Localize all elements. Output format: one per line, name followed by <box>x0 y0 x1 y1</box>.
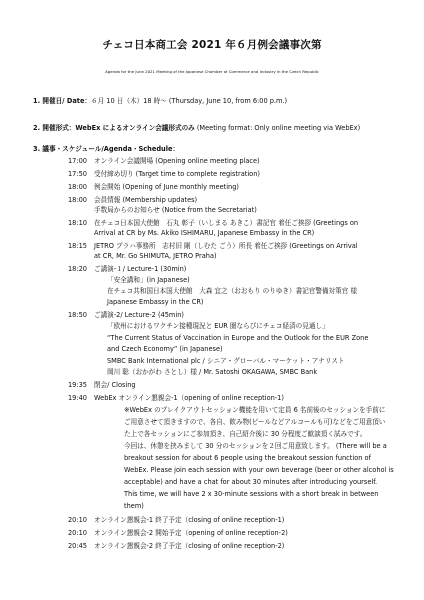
section-format-text: (Meeting format: Only online meeting via WebEx) <box>194 124 361 132</box>
section-date <box>33 97 287 105</box>
schedule-time: 20:10 <box>67 529 87 537</box>
reception-line: WebEx. Please join each session with your own beverage (beer or other alcohol is <box>124 466 394 474</box>
reception-line: them) <box>124 502 144 510</box>
schedule-time: 18:00 <box>67 196 87 204</box>
reception-line: 今回は、休憩を挟みまして 30 分のセッションを２回ご用意致します。 (There will be a <box>124 442 387 450</box>
schedule-time: 18:00 <box>67 183 87 191</box>
section-format-label: 2. 開催形式：WebEx によるオンライン会議形式のみ <box>33 124 195 132</box>
section-format <box>33 124 360 132</box>
lecture1-line: 在チェコ共和国日本国大使館 大森 宜之（おおもり のりゆき）書記官警備対策官 様 <box>107 287 358 295</box>
schedule-item: 例会開始 (Opening of June monthly meeting) <box>94 183 239 191</box>
schedule-time: 19:40 <box>67 394 87 402</box>
schedule-time: 17:50 <box>67 170 87 178</box>
reception-line: ※WebEx のブレイクアウトセッション機能を用いて定員 6 名前後のセッションを手前に <box>124 406 386 414</box>
reception-line: This time, we will have 2 x 30-minute sessions with a short break in between <box>124 490 379 498</box>
schedule-time: 18:15 <box>67 242 87 250</box>
section-agenda-heading: 3. 議事・スケジュール/Agenda・Schedule： <box>33 145 180 153</box>
schedule-time: 20:45 <box>67 542 87 550</box>
schedule-item: ご講演-2/ Lecture-2 (45min) <box>94 311 184 319</box>
reception-line: た上で各セッションにご参加頂き、自己紹介後に 30 分程度ご歓談頂く試みです。 <box>124 430 367 438</box>
schedule-time: 20:10 <box>67 516 87 524</box>
schedule-time: 18:20 <box>67 265 87 273</box>
schedule-time: 17:00 <box>67 157 87 165</box>
document-title: チェコ日本商工会 2021 年６月例会議事次第 <box>102 39 322 51</box>
schedule-item: 在チェコ日本国大使館 石丸 彰子（いしまる あきこ）書記官 着任ご挨拶 (Greetings on <box>94 219 359 227</box>
schedule-time: 18:50 <box>67 311 87 319</box>
section-date-text: ６月 10 日（木）18 時～ (Thursday, June 10, from 6:00 p.m.) <box>91 97 288 105</box>
lecture1-line: 「安全講和」(in Japanese) <box>107 276 190 284</box>
schedule-item: オンライン懇親会-2 終了予定（closing of online reception-2) <box>94 542 285 550</box>
reception-line: ご用意させて頂きますので、各自、飲み物(ビールなどアルコールも可)などをご用意頂い <box>124 418 386 426</box>
lecture2-line: and Czech Economy” (in Japanese) <box>107 345 223 353</box>
schedule-item-cont: 手数局からのお知らせ (Notice from the Secretariat) <box>94 206 257 214</box>
schedule-item: 受付締め切り (Target time to complete registration) <box>94 170 260 178</box>
schedule-item: 会員情報 (Membership updates) <box>94 196 198 204</box>
reception-line: acceptable) and have a chat for about 30 minutes after introducing yourself. <box>124 478 378 486</box>
lecture1-line: Japanese Embassy in the CR) <box>107 298 204 306</box>
section-date-label: 1. 開催日/ Date： <box>33 97 92 105</box>
schedule-time: 18:10 <box>67 219 87 227</box>
lecture2-line: SMBC Bank International plc / シニア・グローバル・マーケット・アナリスト <box>107 357 345 365</box>
schedule-item-cont: at CR, Mr. Go SHIMUTA, JETRO Praha) <box>94 252 217 260</box>
lecture2-line: “The Current Status of Vaccination in Europe and the Outlook for the EUR Zone <box>107 334 369 342</box>
schedule-item: オンライン会議開場 (Opening online meeting place) <box>94 157 260 165</box>
schedule-item: オンライン懇親会-2 開始予定（opening of online reception-2) <box>94 529 288 537</box>
schedule-item: ご講演-１/ Lecture-1 (30min) <box>94 265 187 273</box>
schedule-time: 19:35 <box>67 381 87 389</box>
lecture2-line: 「欧州におけるワクチン接種現況と EUR 圏ならびにチェコ経済の見通し」 <box>107 322 329 330</box>
schedule-item: 閉会/ Closing <box>94 381 136 389</box>
document-subtitle: Agenda for the June 2021 Meeting of the Japanese Chamber of Commerce and Industry in the Czech Republic <box>105 69 319 74</box>
lecture2-line: 岡川 聡（おかがわ さとし）様 / Mr. Satoshi OKAGAWA, SMBC Bank <box>107 368 318 376</box>
schedule-item: オンライン懇親会-1 終了予定（closing of online reception-1) <box>94 516 285 524</box>
reception-line: breakout session for about 6 people using the breakout session function of <box>124 454 371 462</box>
schedule-item: WebEx オンライン懇親会-1（opening of online reception-1) <box>94 394 284 402</box>
schedule-item-cont: Arrival at CR by Ms. Akiko ISHIMARU, Japanese Embassy in the CR) <box>94 229 315 237</box>
schedule-item: JETRO プラハ事務所 志村旧 剛（しむた ごう）所長 着任ご挨拶 (Greetings on Arrival <box>94 242 358 250</box>
